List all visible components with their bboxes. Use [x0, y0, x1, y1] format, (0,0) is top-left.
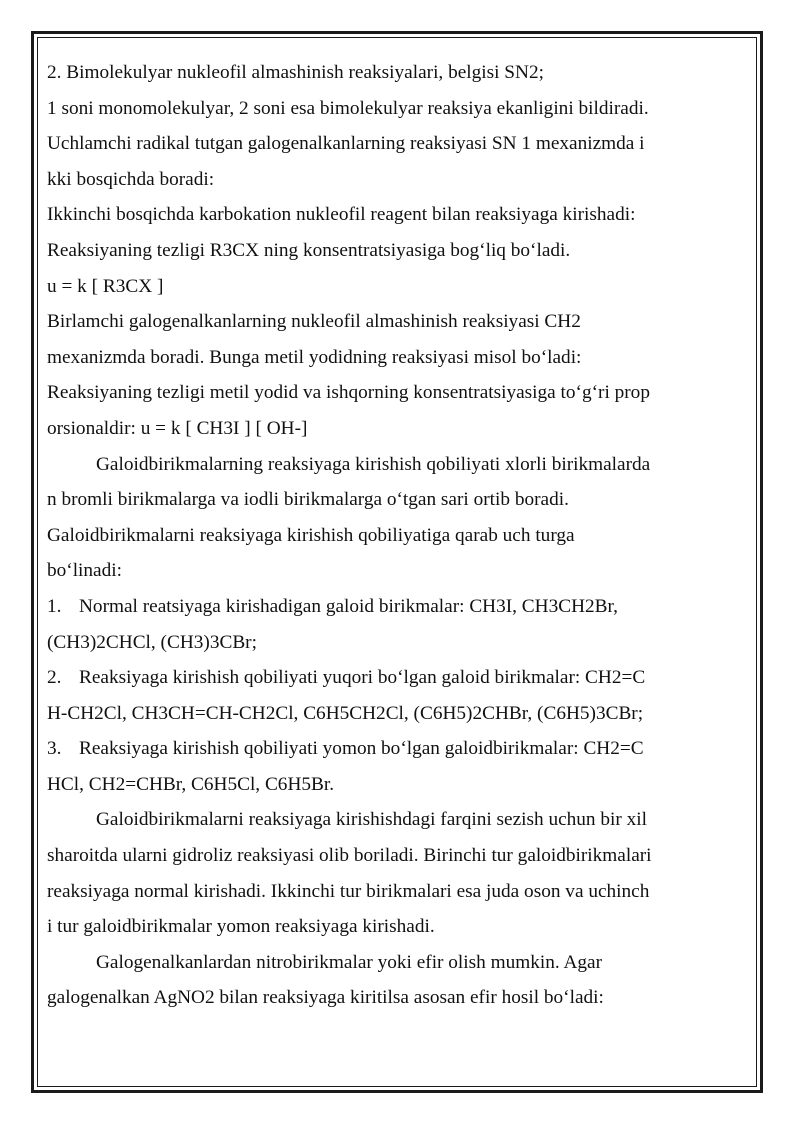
text-line: Birlamchi galogenalkanlarning nukleofil almashinish reaksiyasi CH2	[47, 311, 581, 333]
paragraph-first-line: Galoidbirikmalarning reaksiyaga kirishish qobiliyati xlorli birikmalarda	[96, 453, 651, 475]
text-line: n bromli birikmalarga va iodli birikmalarga o‘tgan sari ortib boradi.	[47, 489, 569, 511]
list-item-2	[47, 660, 747, 696]
text-line: mexanizmda boradi. Bunga metil yodidning reaksiyasi misol bo‘ladi:	[47, 346, 582, 368]
list-number: 3.	[47, 738, 62, 760]
text-line: 2. Bimolekulyar nukleofil almashinish reaksiyalari, belgisi SN2;	[47, 62, 544, 83]
list-item-text: Reaksiyaga kirishish qobiliyati yuqori bo‘lgan galoid birikmalar: CH2=C	[79, 667, 646, 689]
document-body	[47, 55, 747, 1016]
text-line: Reaksiyaning tezligi metil yodid va ishqorning konsentratsiyasiga to‘g‘ri prop	[47, 382, 650, 404]
text-line: Ikkinchi bosqichda karbokation nukleofil reagent bilan reaksiyaga kirishadi:	[47, 204, 636, 226]
list-item-text: Reaksiyaga kirishish qobiliyati yomon bo‘lgan galoidbirikmalar: CH2=C	[79, 738, 644, 760]
text-line: kki bosqichda boradi:	[47, 168, 215, 190]
text-line: Uchlamchi radikal tutgan galogenalkanlarning reaksiyasi SN 1 mexanizmda i	[47, 133, 645, 155]
rate-equation: u = k [ R3CX ]	[47, 275, 164, 297]
text-line: sharoitda ularni gidroliz reaksiyasi olib boriladi. Birinchi tur galoidbirikmalari	[47, 845, 652, 867]
text-line: reaksiyaga normal kirishadi. Ikkinchi tur birikmalari esa juda oson va uchinch	[47, 880, 650, 902]
text-line: bo‘linadi:	[47, 560, 122, 582]
text-line: 1 soni monomolekulyar, 2 soni esa bimolekulyar reaksiya ekanligini bildiradi.	[47, 97, 649, 119]
text-line: Reaksiyaning tezligi R3CX ning konsentratsiyasiga bog‘liq bo‘ladi.	[47, 239, 571, 261]
paragraph-first-line: Galoidbirikmalarni reaksiyaga kirishishdagi farqini sezish uchun bir xil	[96, 809, 647, 831]
text-line: orsionaldir: u = k [ CH3I ] [ OH-]	[47, 417, 308, 439]
text-line: H-CH2Cl, CH3CH=CH-CH2Cl, C6H5CH2Cl, (C6H5)2CHBr, (C6H5)3CBr;	[47, 702, 644, 724]
paragraph-first-line: Galogenalkanlardan nitrobirikmalar yoki efir olish mumkin. Agar	[96, 951, 603, 973]
text-line: galogenalkan AgNO2 bilan reaksiyaga kiritilsa asosan efir hosil bo‘ladi:	[47, 987, 604, 1009]
text-line: i tur galoidbirikmalar yomon reaksiyaga kirishadi.	[47, 916, 435, 938]
text-line: HCl, CH2=CHBr, C6H5Cl, C6H5Br.	[47, 773, 335, 795]
list-item-text: Normal reatsiyaga kirishadigan galoid birikmalar: CH3I, CH3CH2Br,	[79, 595, 618, 617]
list-item-1	[47, 589, 747, 625]
list-item-3	[47, 731, 747, 767]
text-line: (CH3)2CHCl, (CH3)3CBr;	[47, 631, 257, 653]
text-line: Galoidbirikmalarni reaksiyaga kirishish qobiliyatiga qarab uch turga	[47, 524, 575, 546]
list-number: 1.	[47, 595, 62, 617]
list-number: 2.	[47, 667, 62, 689]
